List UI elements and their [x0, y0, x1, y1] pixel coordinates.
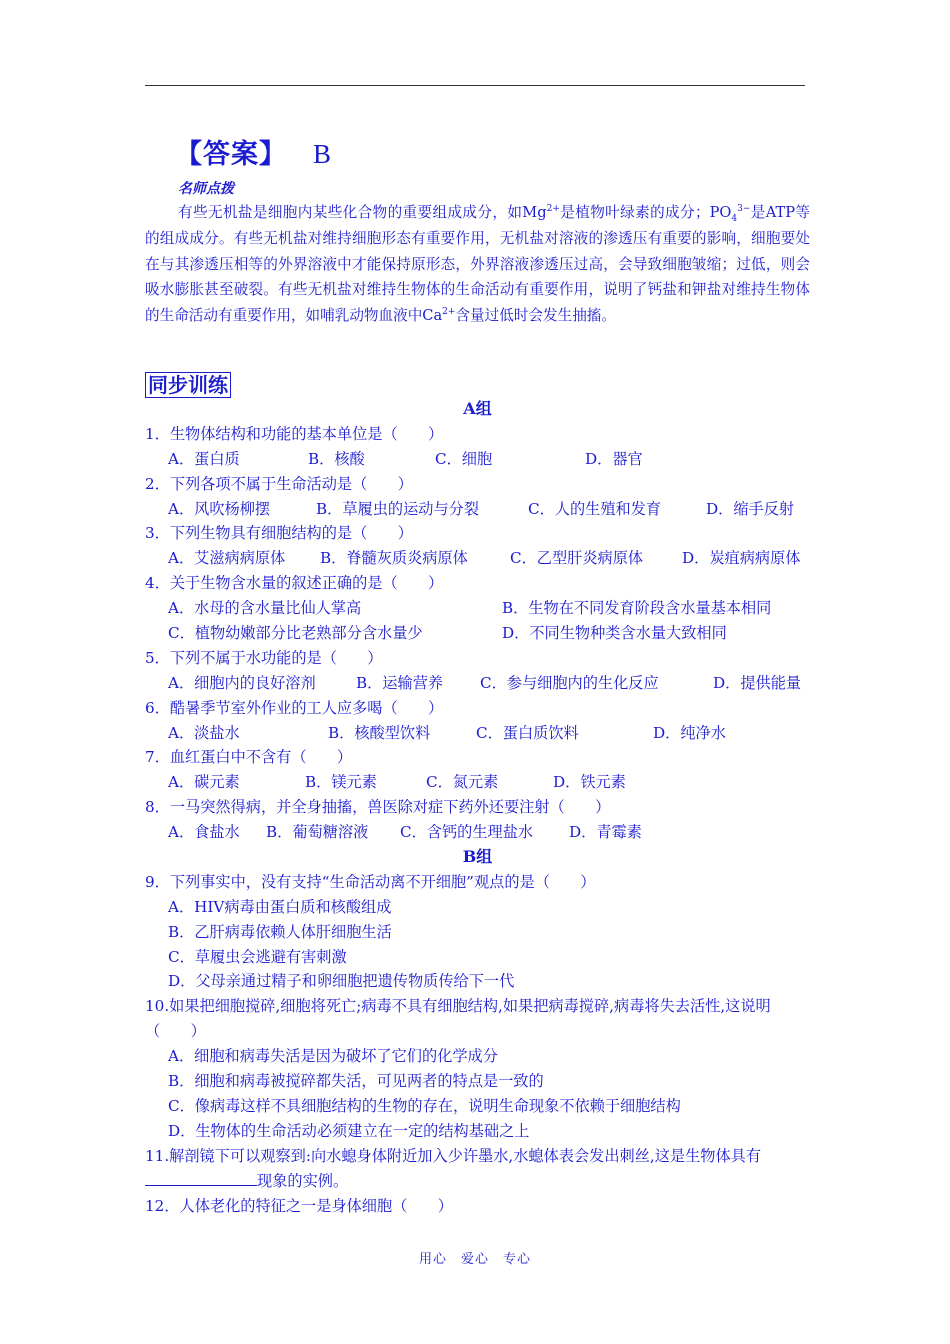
exercise-list	[145, 397, 810, 1218]
answer-line	[175, 132, 332, 171]
question-3: 3．下列生物具有细胞结构的是（ ）	[145, 524, 413, 543]
group-b-heading: B组	[462, 847, 493, 867]
question-2: 2．下列各项不属于生命活动是（ ）	[145, 474, 413, 493]
question-2-options: A．风吹杨柳摆 B．草履虫的运动与分裂 C．人的生殖和发育 D．缩手反射	[168, 499, 795, 518]
question-9-option-d: D．父母亲通过精子和卵细胞把遗传物质传给下一代	[168, 972, 515, 991]
question-10-option-d: D．生物体的生命活动必须建立在一定的结构基础之上	[168, 1121, 530, 1140]
question-4-options-2: C．植物幼嫩部分比老熟部分含水量少 D．不同生物种类含水量大致相同	[168, 624, 727, 643]
question-8: 8．一马突然得病，并全身抽搐，兽医除对症下药外还要注射（ ）	[145, 798, 611, 817]
tip-paragraph: 有些无机盐是细胞内某些化合物的重要组成成分，如$Mg^{2+}$是植物叶绿素的成分；$PO_4^{3-}$是ATP等的组成成分。有些无机盐对维持细胞形态有重要作用，无机盐对溶液的渗透压有重要的影响，细胞要处在与其渗透压相等的外界溶液中才能保持原形态，外界溶液渗透压过高，会导致细胞皱缩；过低，则会吸水膨胀甚至破裂。有些无机盐对维持生物体的生命活动有重要作用，说明了钙盐和钾盐对维持生物体的生命活动有重要作用，如哺乳动物血液中$Ca^{2+}$含量过低时会发生抽搐。	[145, 204, 810, 325]
answer-value: B	[313, 139, 333, 169]
question-7: 7．血红蛋白中不含有（ ）	[145, 748, 353, 767]
question-10-option-a: A．细胞和病毒失活是因为破坏了它们的化学成分	[168, 1047, 498, 1066]
question-12: 12．人体老化的特征之一是身体细胞（ ）	[145, 1196, 453, 1215]
header-rule	[145, 85, 805, 86]
answer-label: 【答案】	[175, 139, 287, 170]
answer-blank	[145, 1170, 257, 1186]
question-9-option-c: C．草履虫会逃避有害刺激	[168, 947, 347, 966]
question-9-option-a: A．HIV病毒由蛋白质和核酸组成	[168, 897, 392, 916]
question-8-options: A．食盐水 B．葡萄糖溶液 C．含钙的生理盐水 D．青霉素	[168, 823, 642, 842]
question-4: 4．关于生物含水量的叙述正确的是（ ）	[145, 574, 444, 593]
question-10-option-b: B．细胞和病毒被搅碎都失活，可见两者的特点是一致的	[168, 1072, 544, 1091]
question-4-options-1: A．水母的含水量比仙人掌高 B．生物在不同发育阶段含水量基本相同	[168, 599, 772, 618]
tip-title: 名师点拨	[178, 181, 234, 197]
question-5: 5．下列不属于水功能的是（ ）	[145, 648, 383, 667]
question-1-options: A．蛋白质 B．核酸 C．细胞 D．器官	[168, 449, 643, 468]
question-5-options: A．细胞内的良好溶剂 B．运输营养 C．参与细胞内的生化反应 D．提供能量	[168, 673, 802, 692]
question-6: 6．酷暑季节室外作业的工人应多喝（ ）	[145, 698, 444, 717]
question-9: 9．下列事实中，没有支持“生命活动离不开细胞”观点的是（ ）	[145, 872, 596, 891]
group-a-heading: A组	[463, 399, 492, 418]
question-1: 1．生物体结构和功能的基本单位是（ ）	[145, 424, 444, 443]
question-9-option-b: B．乙肝病毒依赖人体肝细胞生活	[168, 922, 392, 941]
question-6-options: A．淡盐水 B．核酸型饮料 C．蛋白质饮料 D．纯净水	[168, 723, 726, 742]
section-title: 同步训练	[145, 372, 231, 398]
question-10-option-c: C．像病毒这样不具细胞结构的生物的存在，说明生命现象不依赖于细胞结构	[168, 1096, 681, 1115]
page-footer: 用心 爱心 专心	[418, 1252, 531, 1267]
question-11: 11.解剖镜下可以观察到:向水螅身体附近加入少许墨水,水螅体表会发出刺丝,这是生物体具有现象的实例。	[145, 1146, 762, 1190]
question-7-options: A．碳元素 B．镁元素 C．氮元素 D．铁元素	[168, 773, 626, 792]
question-3-options: A．艾滋病病原体 B．脊髓灰质炎病原体 C．乙型肝炎病原体 D．炭疽病病原体	[168, 549, 801, 568]
question-10: 10.如果把细胞搅碎,细胞将死亡;病毒不具有细胞结构,如果把病毒搅碎,病毒将失去活性,这说明（ ）	[145, 997, 771, 1041]
